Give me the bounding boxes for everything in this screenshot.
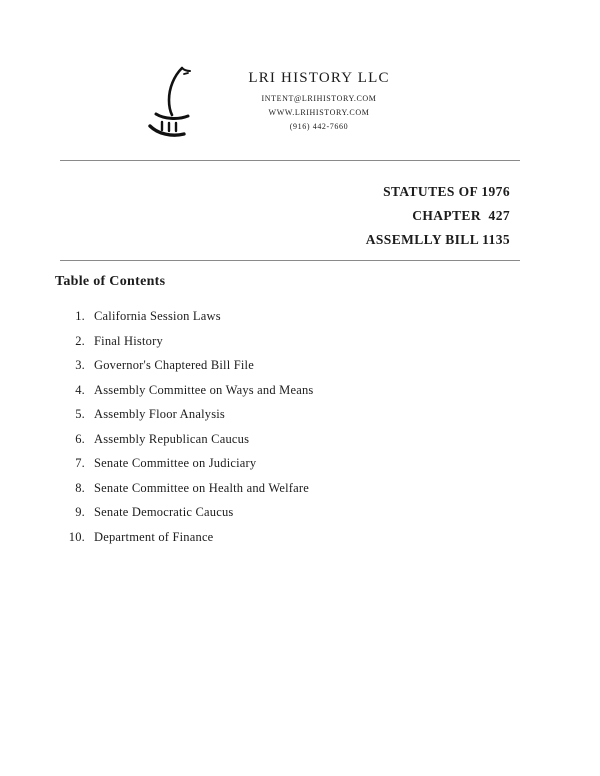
statute-line-chapter: CHAPTER 427 [412, 208, 510, 223]
company-website: WWW.LRIHISTORY.COM [268, 108, 370, 117]
toc-item-label: Governor's Chaptered Bill File [94, 358, 254, 372]
header [138, 62, 404, 142]
toc-item [55, 482, 313, 495]
toc-item-number: 1. [75, 309, 85, 323]
toc-item-label: Final History [94, 333, 163, 348]
toc-item [55, 506, 313, 519]
toc-item-number: 2. [75, 333, 85, 348]
toc-item [55, 310, 313, 323]
company-phone: (916) 442-7660 [289, 122, 349, 131]
statute-line-bill: ASSEMLLY BILL 1135 [365, 232, 510, 247]
toc-item [55, 335, 313, 348]
toc-item-label: Senate Committee on Judiciary [94, 456, 257, 470]
divider-bottom [60, 260, 520, 261]
toc-item-number: 9. [75, 505, 85, 519]
toc-title: Table of Contents [55, 274, 166, 289]
toc-item [55, 457, 313, 470]
toc-item [55, 408, 313, 421]
toc-item [55, 359, 313, 372]
toc-item-label: California Session Laws [94, 309, 221, 323]
company-email: INTENT@LRIHISTORY.COM [261, 94, 377, 103]
toc-list [55, 310, 313, 555]
toc-item-label: Assembly Republican Caucus [94, 431, 250, 446]
company-info [234, 70, 404, 134]
toc-item-number: 6. [75, 431, 85, 446]
statute-line-year: STATUTES OF 1976 [383, 184, 510, 199]
toc-item [55, 531, 313, 544]
divider-top [60, 160, 520, 161]
toc-item-number: 3. [75, 358, 85, 372]
toc-item-label: Senate Committee on Health and Welfare [94, 480, 309, 495]
toc-item-number: 4. [75, 382, 85, 397]
toc-item-label: Department of Finance [94, 529, 214, 544]
toc-item-number: 7. [75, 456, 85, 470]
toc-item-number: 5. [75, 407, 85, 421]
toc-item-number: 10. [68, 529, 85, 544]
toc-item-label: Senate Democratic Caucus [94, 505, 234, 519]
toc-item [55, 433, 313, 446]
company-name: LRI HISTORY LLC [248, 70, 390, 86]
company-logo-icon [138, 62, 212, 142]
toc-item [55, 384, 313, 397]
toc-item-label: Assembly Floor Analysis [94, 407, 225, 421]
statute-block [366, 180, 510, 252]
toc-item-label: Assembly Committee on Ways and Means [94, 382, 314, 397]
toc-item-number: 8. [75, 480, 85, 495]
